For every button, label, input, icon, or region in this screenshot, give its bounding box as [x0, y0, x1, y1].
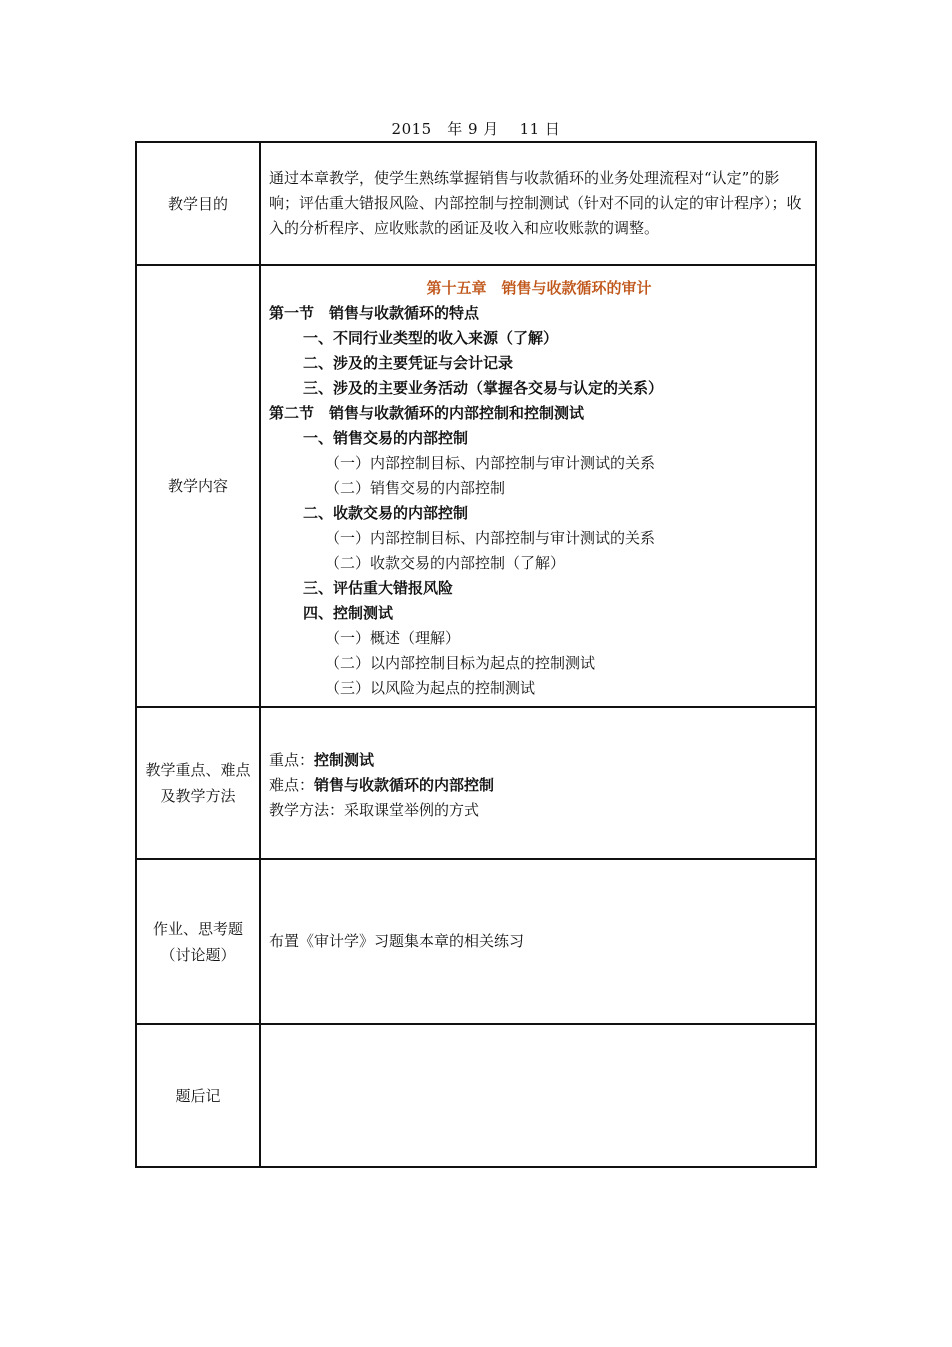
- difficulty-line: [269, 773, 809, 798]
- objective-label: 教学目的: [136, 142, 260, 265]
- section-2-subheading: 三、评估重大错报风险: [303, 578, 454, 597]
- homework-text: 布置《审计学》习题集本章的相关练习: [260, 859, 816, 1024]
- section-2-item: （二）销售交易的内部控制: [325, 478, 506, 497]
- keys-label: 教学重点、难点及教学方法: [136, 707, 260, 859]
- section-2-subheading: 一、销售交易的内部控制: [303, 428, 469, 447]
- section-2-item: （一）内部控制目标、内部控制与审计测试的关系: [325, 453, 656, 472]
- section-1-item: 三、涉及的主要业务活动（掌握各交易与认定的关系）: [303, 378, 664, 397]
- content-row: [136, 265, 816, 707]
- section-1-heading: 第一节 销售与收款循环的特点: [269, 303, 480, 322]
- lesson-plan-table: [135, 141, 817, 1168]
- difficulty-value: 销售与收款循环的内部控制: [314, 775, 495, 794]
- section-2-item: （二）以内部控制目标为起点的控制测试: [325, 653, 596, 672]
- lesson-date: 2015 年 9 月 11 日: [391, 120, 561, 138]
- section-2-item: （二）收款交易的内部控制（了解）: [325, 553, 566, 572]
- keys-cell: [260, 707, 816, 859]
- section-2-subheading: 二、收款交易的内部控制: [303, 503, 469, 522]
- focus-prefix: 重点：: [269, 750, 315, 769]
- section-2-subheading: 四、控制测试: [303, 603, 394, 622]
- focus-line: [269, 748, 809, 773]
- section-1-item: 一、不同行业类型的收入来源（了解）: [303, 328, 559, 347]
- keys-row: [136, 707, 816, 859]
- homework-label: 作业、思考题（讨论题）: [136, 859, 260, 1024]
- objective-text: 通过本章教学，使学生熟练掌握销售与收款循环的业务处理流程对“认定”的影响；评估重大错报风险、内部控制与控制测试（针对不同的认定的审计程序）；收入的分析程序、应收账款的函证及收入和应收账款的调整。: [260, 142, 816, 265]
- section-1-item: 二、涉及的主要凭证与会计记录: [303, 353, 514, 372]
- notes-text: [260, 1024, 816, 1167]
- notes-row: [136, 1024, 816, 1167]
- chapter-title: 第十五章 销售与收款循环的审计: [426, 278, 652, 297]
- notes-label: 题后记: [136, 1024, 260, 1167]
- content-label: 教学内容: [136, 265, 260, 707]
- focus-value: 控制测试: [314, 750, 375, 769]
- homework-row: [136, 859, 816, 1024]
- section-2-heading: 第二节 销售与收款循环的内部控制和控制测试: [269, 403, 585, 422]
- content-cell: [260, 265, 816, 707]
- section-2-item: （一）概述（理解）: [325, 628, 461, 647]
- difficulty-prefix: 难点：: [269, 775, 315, 794]
- method-line: 教学方法：采取课堂举例的方式: [269, 800, 480, 819]
- objective-row: [136, 142, 816, 265]
- section-2-item: （一）内部控制目标、内部控制与审计测试的关系: [325, 528, 656, 547]
- section-2-item: （三）以风险为起点的控制测试: [325, 678, 536, 697]
